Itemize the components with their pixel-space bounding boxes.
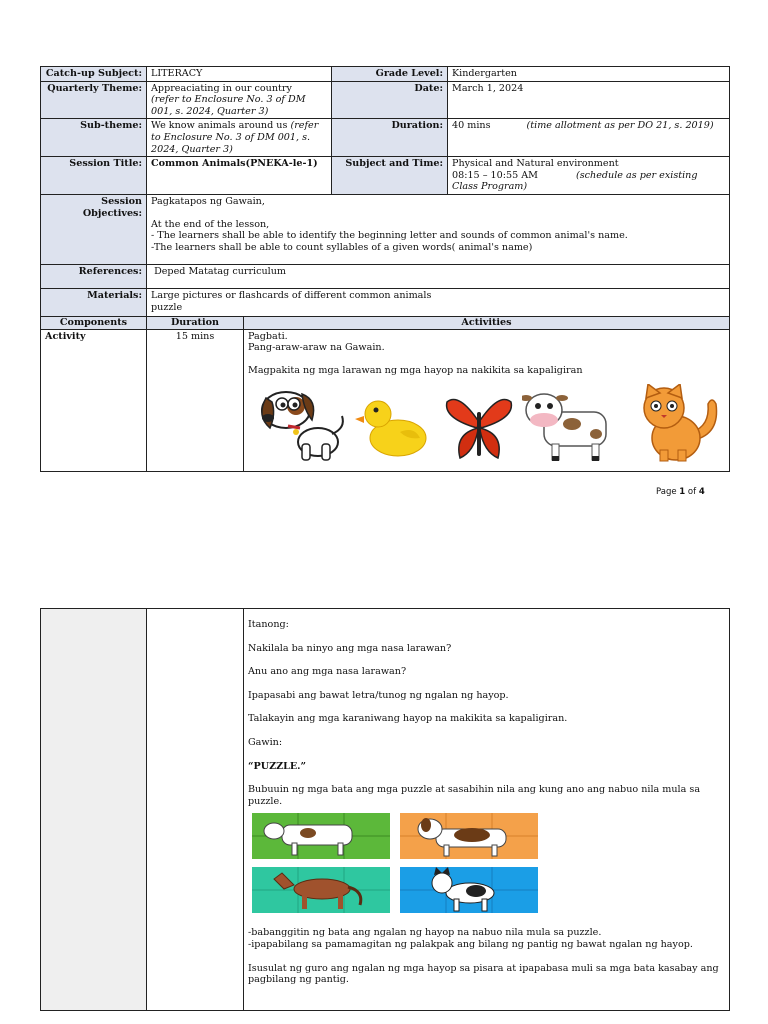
dog-picture <box>248 382 348 462</box>
session-title-value: Common Animals(PNEKA-le-1) <box>147 157 332 195</box>
activity-label: Activity <box>41 329 147 471</box>
butterfly-picture <box>444 392 514 462</box>
duck-picture <box>354 392 434 462</box>
closing-text: Isusulat ng guro ang ngalan ng mga hayop sa pisara at ipapabasa muli sa mga bata kasabay ang pagbilang ng pantig. <box>248 962 719 986</box>
time-note: (schedule as per existing Class Program) <box>452 169 698 193</box>
duration-note: (time allotment as per DO 21, s. 2019) <box>526 120 714 132</box>
puzzle-description: Bubuuin ng mga bata ang mga puzzle at sasabihin nila ang kung ano ang nabuo nila mula sa puzzle. <box>248 784 701 807</box>
time-value: 08:15 – 10:55 AM <box>452 169 538 181</box>
theme-ref: (refer to Enclosure No. 3 of DM 001, s. 2024, Quarter 3) <box>151 94 306 117</box>
col-duration: Duration <box>147 317 244 330</box>
subtheme-ref: (refer to Enclosure No. 3 of DM 001, s. 2024, Quarter 3) <box>151 120 319 155</box>
components-cell-empty <box>41 609 147 1011</box>
activities-table <box>40 316 730 472</box>
page-number <box>656 487 705 497</box>
objectives-line: - The learners shall be able to identify the beginning letter and sounds of common animal's name. <box>151 230 628 242</box>
animal-pictures <box>248 382 725 462</box>
dog-puzzle <box>400 813 538 859</box>
references-text: Deped Matatag curriculum <box>154 265 287 277</box>
date-value: March 1, 2024 <box>448 81 730 119</box>
subtheme-value: We know animals around us <box>151 120 288 132</box>
activities-cont-cell <box>244 609 730 1011</box>
duration-cell-empty <box>147 609 244 1011</box>
objectives-line: At the end of the lesson, <box>151 218 270 230</box>
duration-cell <box>448 119 730 157</box>
cat-puzzle <box>400 867 538 913</box>
activity-line: Pagbati. <box>248 330 288 342</box>
page-of: of <box>685 487 699 497</box>
objectives-label: Session Objectives: <box>41 194 147 264</box>
objectives-line: -The learners shall be able to count syllables of a given words( animal's name) <box>151 241 533 253</box>
subject-value: Physical and Natural environment <box>452 158 619 170</box>
references-value <box>147 264 730 288</box>
materials-line: Large pictures or flashcards of different common animals <box>151 289 432 301</box>
activity-line: Pang-araw-araw na Gawain. <box>248 342 385 354</box>
gawin-label: Gawin: <box>248 736 283 748</box>
objectives-line <box>151 208 725 219</box>
lesson-plan-table <box>40 66 730 325</box>
session-title-label: Session Title: <box>41 157 147 195</box>
question-3: Ipapasabi ang bawat letra/tunog ng ngalan ng hayop. <box>248 689 509 701</box>
col-components: Components <box>41 317 147 330</box>
references-label: References: <box>41 264 147 288</box>
horse-puzzle <box>252 867 390 913</box>
activity-line <box>248 354 725 365</box>
activity-cell <box>244 329 730 471</box>
question-2: Anu ano ang mga nasa larawan? <box>248 666 407 678</box>
duration-label: Duration: <box>332 119 448 157</box>
activity-duration: 15 mins <box>147 329 244 471</box>
objectives-cell <box>147 194 730 264</box>
after-line-1: -babanggitin ng bata ang ngalan ng hayop na nabuo nila mula sa puzzle. <box>248 927 602 939</box>
page-prefix: Page <box>656 487 680 497</box>
duration-value: 40 mins <box>452 120 491 132</box>
col-activities: Activities <box>244 317 730 330</box>
question-4: Talakayin ang mga karaniwang hayop na makikita sa kapaligiran. <box>248 713 568 725</box>
puzzle-pictures <box>252 813 725 913</box>
subject-time-cell <box>448 157 730 195</box>
page-num: 1 <box>679 487 686 497</box>
catchup-value: LITERACY <box>147 67 332 82</box>
catchup-label: Catch-up Subject: <box>41 67 147 82</box>
activity-line: Magpakita ng mga larawan ng mga hayop na nakikita sa kapaligiran <box>248 364 583 376</box>
theme-value: Appreaciating in our country <box>151 82 292 94</box>
continuation-table <box>40 608 730 1011</box>
page-total: 4 <box>698 487 705 497</box>
materials-label: Materials: <box>41 288 147 324</box>
cat-picture <box>624 384 724 462</box>
subject-time-label: Subject and Time: <box>332 157 448 195</box>
cow-puzzle <box>252 813 390 859</box>
theme-label: Quarterly Theme: <box>41 81 147 119</box>
after-line-2: -ipapabilang sa pamamagitan ng palakpak ang bilang ng pantig ng bawat ngalan ng hayop. <box>248 938 693 950</box>
itanong-label: Itanong: <box>248 619 289 630</box>
subtheme-cell <box>147 119 332 157</box>
objectives-line: Pagkatapos ng Gawain, <box>151 195 265 207</box>
date-label: Date: <box>332 81 448 119</box>
materials-line: puzzle <box>151 301 183 313</box>
grade-value: Kindergarten <box>448 67 730 82</box>
theme-cell <box>147 81 332 119</box>
subtheme-label: Sub-theme: <box>41 119 147 157</box>
question-1: Nakilala ba ninyo ang mga nasa larawan? <box>248 642 452 654</box>
grade-label: Grade Level: <box>332 67 448 82</box>
puzzle-title: “PUZZLE.” <box>248 760 307 772</box>
cow-picture <box>522 384 614 462</box>
